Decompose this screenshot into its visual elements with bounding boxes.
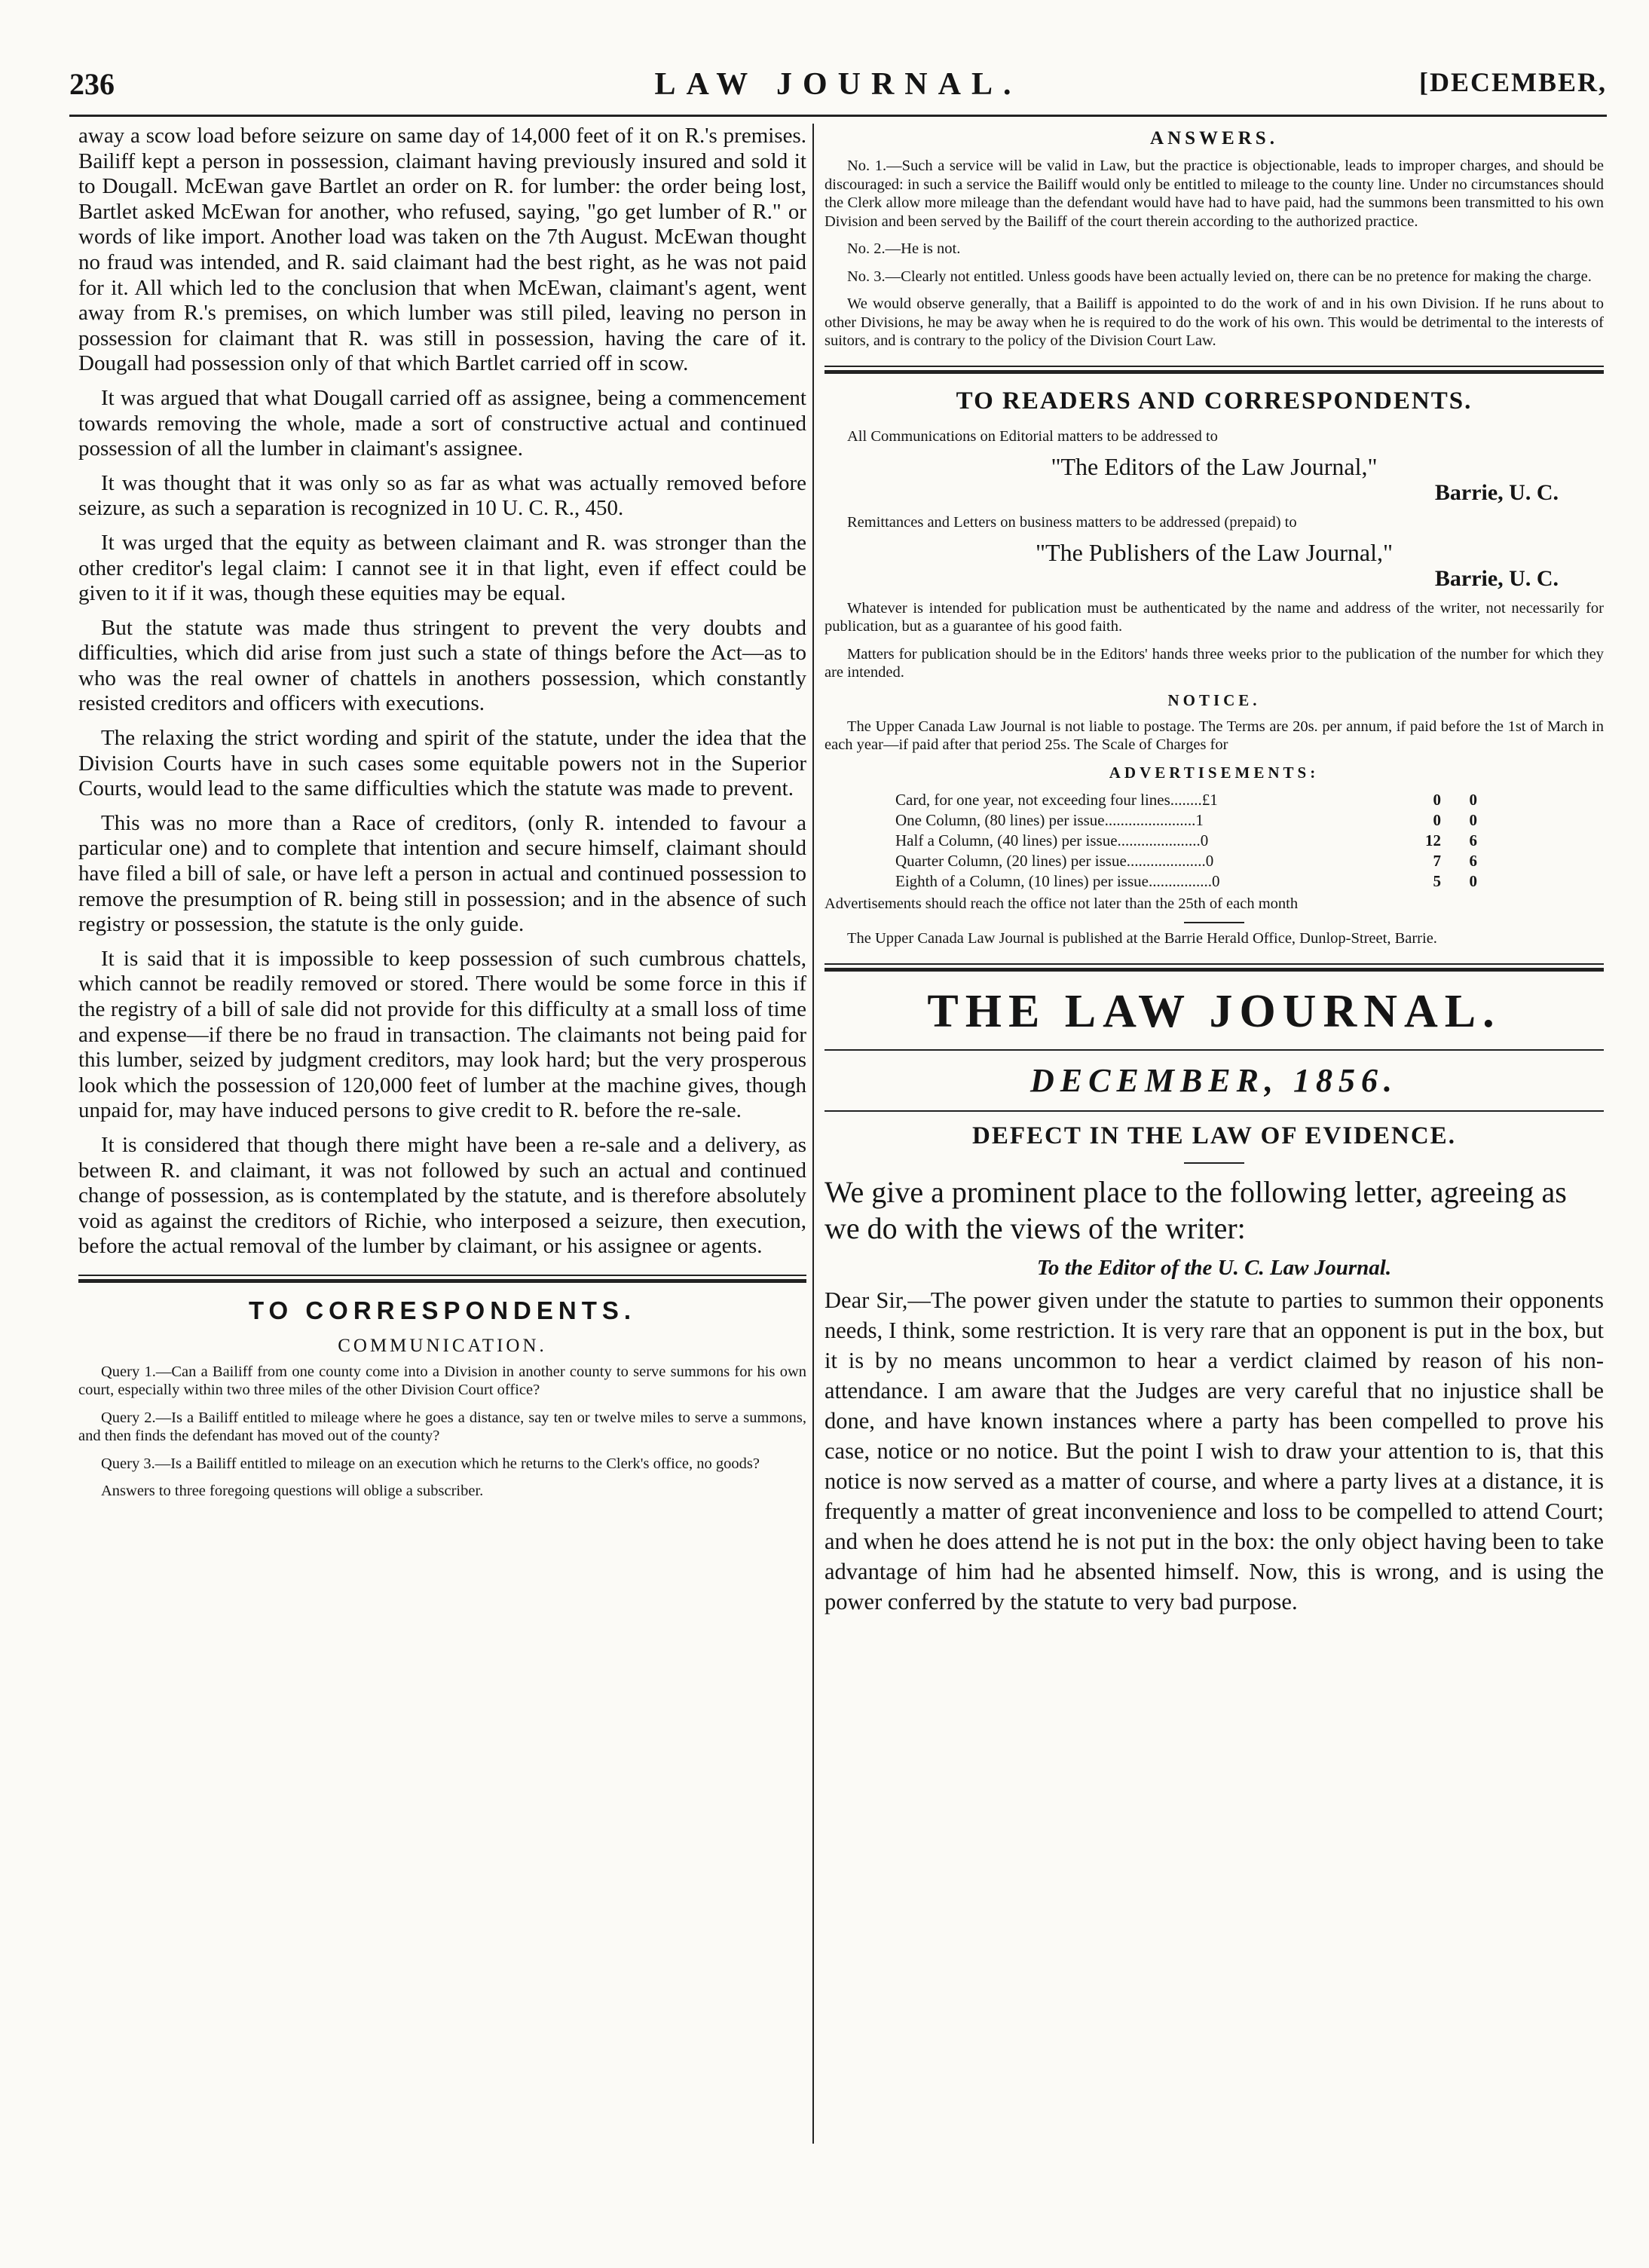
answer-item: No. 1.—Such a service will be valid in Law, but the practice is objectionable, leads to improper charges, and should be discouraged: in such a service the Bailiff would only be entitled to mileage to the county line. Under no circumstances should the Clerk allow more mileage than the defendant would have had to have paid, had the summons been transmitted to his own Division and been served by the Bailiff of the court therein according to the authorized practice. (824, 158, 1604, 230)
notice-block (824, 718, 1604, 754)
query-item: Query 3.—Is a Bailiff entitled to mileage on an execution which he returns to the Clerk's office, no goods? (101, 1455, 760, 1472)
communication-heading: COMMUNICATION. (338, 1335, 547, 1356)
short-rule (1184, 1162, 1244, 1164)
readers-line: All Communications on Editorial matters to be addressed to (847, 427, 1218, 445)
ads-item: Half a Column, (40 lines) per issue.....................0 (895, 831, 1209, 849)
month-label: [DECEMBER, (1418, 67, 1607, 97)
ads-heading: ADVERTISEMENTS: (1109, 763, 1320, 782)
publishers-place: Barrie, U. C. (1434, 565, 1559, 591)
page-number: 236 (69, 67, 115, 101)
queries-footer: Answers to three foregoing questions will oblige a subscriber. (101, 1483, 484, 1500)
readers-note: Matters for publication should be in the Editors' hands three weeks prior to the publication of the number for which they are intended. (824, 645, 1604, 681)
masthead-title: THE LAW JOURNAL. (927, 985, 1501, 1037)
masthead-rule (824, 1049, 1604, 1051)
ads-footer: Advertisements should reach the office not later than the 25th of each month (824, 895, 1299, 912)
article-title: DEFECT IN THE LAW OF EVIDENCE. (972, 1122, 1456, 1149)
ads-pence: 6 (1469, 831, 1477, 849)
right-column (824, 124, 1604, 1626)
ads-pence: 0 (1469, 790, 1477, 809)
answer-item: We would observe generally, that a Bailiff is appointed to do the work of and in his own Division. If he runs about to other Divisions, he may be away when he is required to do the work of his own. This would be detrimental to the interests of suitors, and is contrary to the policy of the Division Court Law. (824, 295, 1604, 349)
paragraph: It was urged that the equity as between claimant and R. was stronger than the other creditor's legal claim: I cannot see it in that light, even if effect could be given to it if it was, though these equities may be equal. (78, 530, 806, 606)
short-rule (1184, 922, 1244, 923)
paragraph: This was no more than a Race of creditors, (only R. intended to favour a particular one) and to complete that intention and secure himself, claimant should have filed a bill of sale, or have left a person in actual and continued possession to remove the presumption of R. being still in possession; and in the absence of such registry or possession, the statute is the only guide. (78, 810, 806, 937)
paragraph: The relaxing the strict wording and spirit of the statute, under the idea that the Division Courts have in such cases some equitable powers not in the Superior Courts, would lead to the same difficulties which the statute was made to prevent. (78, 726, 806, 801)
correspondents-heading: TO CORRESPONDENTS. (248, 1296, 637, 1324)
readers-notes (824, 599, 1604, 682)
table-row (892, 810, 1480, 831)
section-rule (78, 1275, 806, 1283)
query-item: Query 1.—Can a Bailiff from one county come into a Division in another county to serve summons for his own court, especially within two three miles of the other Division Court office? (78, 1363, 806, 1399)
answers-heading: ANSWERS. (1150, 128, 1278, 148)
publishers-address: "The Publishers of the Law Journal," (1035, 539, 1394, 567)
letter-body (824, 1285, 1604, 1617)
ads-table (892, 790, 1480, 892)
notice-heading: NOTICE. (1167, 690, 1261, 709)
ads-pence: 0 (1469, 871, 1477, 890)
ads-item: Eighth of a Column, (10 lines) per issue................0 (895, 871, 1220, 890)
journal-title: LAW JOURNAL. (654, 67, 1022, 102)
letter-text: Dear Sir,—The power given under the statute to parties to summon their opponents needs, I think, some restriction. It is very rare that an opponent is put in the box, but it is by no means uncommon to hear a verdict claimed by reason of his non-attendance. I am aware that the Judges are very careful that no injustice shall be done, and have known instances where a party has been compelled to prove his case, notice or no notice. But the point I wish to draw your attention to is, that this notice is now served as a matter of course, and where a party lives at a distance, it is frequently a matter of great inconvenience and loss to be compelled to attend Court; and when he does attend he is not put in the box: the only object having been to take advantage of him had he absented himself. Now, this is wrong, and is using the power conferred by the statute to very bad purpose. (824, 1287, 1604, 1615)
letter-salutation: To the Editor of the U. C. Law Journal. (1036, 1255, 1392, 1280)
left-column (78, 124, 806, 1510)
paragraph: It was argued that what Dougall carried off as assignee, being a commencement towards removing the whole, made a sort of constructive actual and continued possession of all the lumber in claimant's assignee. (78, 385, 806, 461)
editors-place: Barrie, U. C. (1434, 479, 1559, 505)
readers-line: Remittances and Letters on business matters to be addressed (prepaid) to (847, 513, 1297, 531)
queries-block (78, 1363, 806, 1501)
ads-item: Quarter Column, (20 lines) per issue....................0 (895, 851, 1214, 870)
ads-item: One Column, (80 lines) per issue.......................1 (895, 810, 1204, 829)
column-divider (812, 124, 814, 2144)
ads-shillings: 0 (1433, 790, 1441, 809)
ads-footer-block (824, 895, 1604, 914)
notice-text: The Upper Canada Law Journal is not liable to postage. The Terms are 20s. per annum, if paid before the 1st of March in each year—if paid after that period 25s. The Scale of Charges for (824, 718, 1604, 754)
paragraph: away a scow load before seizure on same day of 14,000 feet of it on R.'s premises. Bailiff kept a person in possession, claimant having previously insured and sold it to Dougall. McEwan gave Bartlet an order on R. for lumber: the order being lost, Bartlet asked McEwan for another, who refused, saying, "go get lumber of R." or words of like import. Another load was taken on the 7th August. McEwan thought no fraud was intended, and R. said claimant had the best right, as he was not paid for it. All which led to the conclusion that when McEwan, claimant's agent, went away from R.'s premises, on which lumber was still piled, leaving no person in possession for claimant that R. was still in possession, having the care of it. Dougall had possession only of that which Bartlet carried off in scow. (78, 124, 806, 376)
ads-shillings: 7 (1433, 851, 1441, 870)
readers-block (824, 427, 1604, 446)
section-rule (824, 366, 1604, 374)
paragraph: It was thought that it was only so as far as what was actually removed before seizure, as such a separation is recognized in 10 U. C. R., 450. (78, 470, 806, 521)
table-row (892, 790, 1480, 810)
date-rule (824, 1110, 1604, 1112)
ads-pence: 0 (1469, 810, 1477, 829)
ads-shillings: 0 (1433, 810, 1441, 829)
table-row (892, 831, 1480, 851)
table-row (892, 851, 1480, 871)
publisher-note: The Upper Canada Law Journal is published at the Barrie Herald Office, Dunlop-Street, Barrie. (847, 930, 1437, 947)
answer-item: No. 2.—He is not. (847, 240, 961, 257)
paragraph: But the statute was made thus stringent to prevent the very doubts and difficulties, which did arise from just such a state of things before the Act—as to who was the real owner of chattels in anothers possession, which constantly resisted creditors and officers with executions. (78, 615, 806, 716)
answer-item: No. 3.—Clearly not entitled. Unless goods have been actually levied on, there can be no pretence for making the charge. (847, 268, 1592, 285)
editors-address: "The Editors of the Law Journal," (1051, 453, 1378, 480)
answers-block (824, 157, 1604, 350)
table-row (892, 871, 1480, 892)
article-lead: We give a prominent place to the following letter, agreeing as we do with the views of the writer: (824, 1174, 1567, 1245)
issue-date: DECEMBER, 1856. (1030, 1061, 1398, 1099)
header-rule (69, 115, 1607, 117)
readers-heading: TO READERS AND CORRESPONDENTS. (956, 387, 1473, 415)
paragraph: It is said that it is impossible to keep possession of such cumbrous chattels, which cannot be readily removed or stored. There would be some force in this if the registry of a bill of sale did not provide for this difficulty at a small loss of time and expense—if there be no fraud in transaction. The claimants not being paid for this lumber, seized by judgment creditors, may look hard; but the very prosperous look which the possession of 120,000 feet of lumber at the machine gives, though unpaid for, may have induced persons to give credit to R. before the re-sale. (78, 946, 806, 1123)
section-rule (824, 963, 1604, 972)
publisher-block (824, 929, 1604, 948)
ads-shillings: 5 (1433, 871, 1441, 890)
readers-note: Whatever is intended for publication must be authenticated by the name and address of the writer, not necessarily for publication, but as a guarantee of his good faith. (824, 599, 1604, 635)
query-item: Query 2.—Is a Bailiff entitled to mileage where he goes a distance, say ten or twelve miles to serve a summons, and then finds the defendant has moved out of the county? (78, 1409, 806, 1445)
readers-block-2 (824, 513, 1604, 532)
running-header (69, 66, 1607, 112)
ads-pence: 6 (1469, 851, 1477, 870)
paragraph: It is considered that though there might have been a re-sale and a delivery, as between R. and claimant, it was not followed by such an actual and continued change of possession, as is contemplated by the statute, and is therefore absolutely void as against the creditors of Richie, who interposed a seizure, then execution, before the actual removal of the lumber by claimant, or his assignee or agents. (78, 1132, 806, 1259)
ads-item: Card, for one year, not exceeding four lines........£1 (895, 790, 1218, 809)
ads-shillings: 12 (1425, 831, 1441, 849)
